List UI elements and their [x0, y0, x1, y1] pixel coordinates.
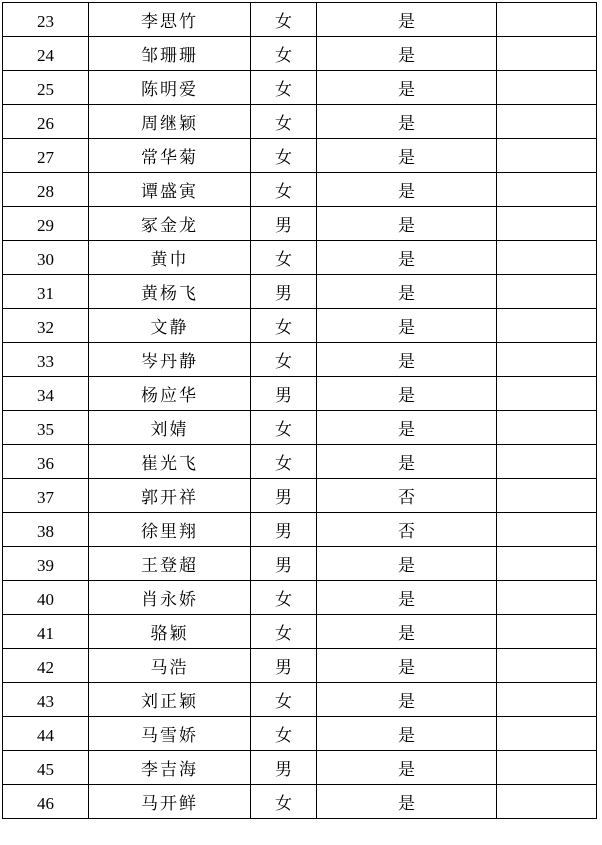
table-row [3, 581, 597, 615]
status-cell: 否 [317, 513, 497, 547]
gender-cell: 女 [251, 105, 317, 139]
name-cell: 黄杨飞 [89, 275, 251, 309]
note-cell [497, 785, 597, 819]
gender-cell: 女 [251, 581, 317, 615]
table-row [3, 71, 597, 105]
row-number-cell: 40 [3, 581, 89, 615]
status-cell: 是 [317, 785, 497, 819]
table-row [3, 513, 597, 547]
row-number-cell: 34 [3, 377, 89, 411]
status-cell: 是 [317, 105, 497, 139]
name-cell: 谭盛寅 [89, 173, 251, 207]
row-number-cell: 25 [3, 71, 89, 105]
note-cell [497, 71, 597, 105]
gender-cell: 女 [251, 785, 317, 819]
table-row [3, 37, 597, 71]
table-row [3, 173, 597, 207]
gender-cell: 女 [251, 241, 317, 275]
table-row [3, 751, 597, 785]
row-number-cell: 38 [3, 513, 89, 547]
status-cell: 是 [317, 343, 497, 377]
status-cell: 是 [317, 37, 497, 71]
name-cell: 骆颖 [89, 615, 251, 649]
name-cell: 文静 [89, 309, 251, 343]
note-cell [497, 37, 597, 71]
status-cell: 是 [317, 241, 497, 275]
status-cell: 是 [317, 615, 497, 649]
note-cell [497, 173, 597, 207]
gender-cell: 男 [251, 377, 317, 411]
note-cell [497, 615, 597, 649]
gender-cell: 女 [251, 71, 317, 105]
status-cell: 是 [317, 207, 497, 241]
table-row [3, 445, 597, 479]
row-number-cell: 26 [3, 105, 89, 139]
status-cell: 是 [317, 717, 497, 751]
note-cell [497, 445, 597, 479]
status-cell: 是 [317, 683, 497, 717]
gender-cell: 女 [251, 173, 317, 207]
note-cell [497, 513, 597, 547]
status-cell: 是 [317, 581, 497, 615]
name-cell: 李思竹 [89, 3, 251, 37]
gender-cell: 女 [251, 139, 317, 173]
table-row [3, 377, 597, 411]
note-cell [497, 377, 597, 411]
note-cell [497, 139, 597, 173]
note-cell [497, 649, 597, 683]
status-cell: 是 [317, 173, 497, 207]
gender-cell: 女 [251, 615, 317, 649]
row-number-cell: 24 [3, 37, 89, 71]
gender-cell: 女 [251, 683, 317, 717]
gender-cell: 女 [251, 445, 317, 479]
table-row [3, 309, 597, 343]
table-row [3, 717, 597, 751]
gender-cell: 男 [251, 275, 317, 309]
row-number-cell: 43 [3, 683, 89, 717]
gender-cell: 男 [251, 207, 317, 241]
status-cell: 是 [317, 445, 497, 479]
status-cell: 是 [317, 377, 497, 411]
gender-cell: 男 [251, 649, 317, 683]
note-cell [497, 309, 597, 343]
row-number-cell: 28 [3, 173, 89, 207]
status-cell: 是 [317, 71, 497, 105]
table-row [3, 785, 597, 819]
name-cell: 常华菊 [89, 139, 251, 173]
name-cell: 杨应华 [89, 377, 251, 411]
table-row [3, 683, 597, 717]
row-number-cell: 23 [3, 3, 89, 37]
name-cell: 刘正颖 [89, 683, 251, 717]
note-cell [497, 479, 597, 513]
name-cell: 马开鲜 [89, 785, 251, 819]
row-number-cell: 36 [3, 445, 89, 479]
table-row [3, 207, 597, 241]
gender-cell: 女 [251, 3, 317, 37]
row-number-cell: 31 [3, 275, 89, 309]
name-cell: 岑丹静 [89, 343, 251, 377]
name-cell: 刘婧 [89, 411, 251, 445]
status-cell: 否 [317, 479, 497, 513]
row-number-cell: 44 [3, 717, 89, 751]
gender-cell: 女 [251, 411, 317, 445]
name-cell: 马浩 [89, 649, 251, 683]
name-cell: 马雪娇 [89, 717, 251, 751]
note-cell [497, 683, 597, 717]
row-number-cell: 27 [3, 139, 89, 173]
gender-cell: 男 [251, 513, 317, 547]
note-cell [497, 207, 597, 241]
table-row [3, 547, 597, 581]
table-row [3, 3, 597, 37]
name-cell: 邹珊珊 [89, 37, 251, 71]
table-row [3, 479, 597, 513]
name-cell: 李吉海 [89, 751, 251, 785]
row-number-cell: 42 [3, 649, 89, 683]
gender-cell: 女 [251, 309, 317, 343]
note-cell [497, 343, 597, 377]
status-cell: 是 [317, 547, 497, 581]
status-cell: 是 [317, 411, 497, 445]
table-row [3, 139, 597, 173]
note-cell [497, 411, 597, 445]
note-cell [497, 275, 597, 309]
gender-cell: 男 [251, 547, 317, 581]
table-row [3, 343, 597, 377]
roster-table [2, 2, 597, 819]
row-number-cell: 39 [3, 547, 89, 581]
status-cell: 是 [317, 275, 497, 309]
row-number-cell: 45 [3, 751, 89, 785]
row-number-cell: 30 [3, 241, 89, 275]
name-cell: 王登超 [89, 547, 251, 581]
note-cell [497, 3, 597, 37]
table-row [3, 105, 597, 139]
status-cell: 是 [317, 751, 497, 785]
status-cell: 是 [317, 3, 497, 37]
table-row [3, 411, 597, 445]
status-cell: 是 [317, 309, 497, 343]
row-number-cell: 29 [3, 207, 89, 241]
gender-cell: 女 [251, 37, 317, 71]
row-number-cell: 32 [3, 309, 89, 343]
name-cell: 崔光飞 [89, 445, 251, 479]
name-cell: 徐里翔 [89, 513, 251, 547]
note-cell [497, 241, 597, 275]
name-cell: 陈明爱 [89, 71, 251, 105]
row-number-cell: 41 [3, 615, 89, 649]
name-cell: 周继颖 [89, 105, 251, 139]
name-cell: 黄巾 [89, 241, 251, 275]
note-cell [497, 581, 597, 615]
row-number-cell: 33 [3, 343, 89, 377]
gender-cell: 女 [251, 717, 317, 751]
roster-table-body [3, 3, 597, 819]
name-cell: 冢金龙 [89, 207, 251, 241]
status-cell: 是 [317, 649, 497, 683]
row-number-cell: 46 [3, 785, 89, 819]
table-row [3, 275, 597, 309]
table-row [3, 649, 597, 683]
gender-cell: 男 [251, 479, 317, 513]
note-cell [497, 105, 597, 139]
note-cell [497, 547, 597, 581]
gender-cell: 男 [251, 751, 317, 785]
note-cell [497, 717, 597, 751]
gender-cell: 女 [251, 343, 317, 377]
name-cell: 郭开祥 [89, 479, 251, 513]
table-row [3, 615, 597, 649]
table-row [3, 241, 597, 275]
row-number-cell: 35 [3, 411, 89, 445]
status-cell: 是 [317, 139, 497, 173]
note-cell [497, 751, 597, 785]
row-number-cell: 37 [3, 479, 89, 513]
name-cell: 肖永娇 [89, 581, 251, 615]
